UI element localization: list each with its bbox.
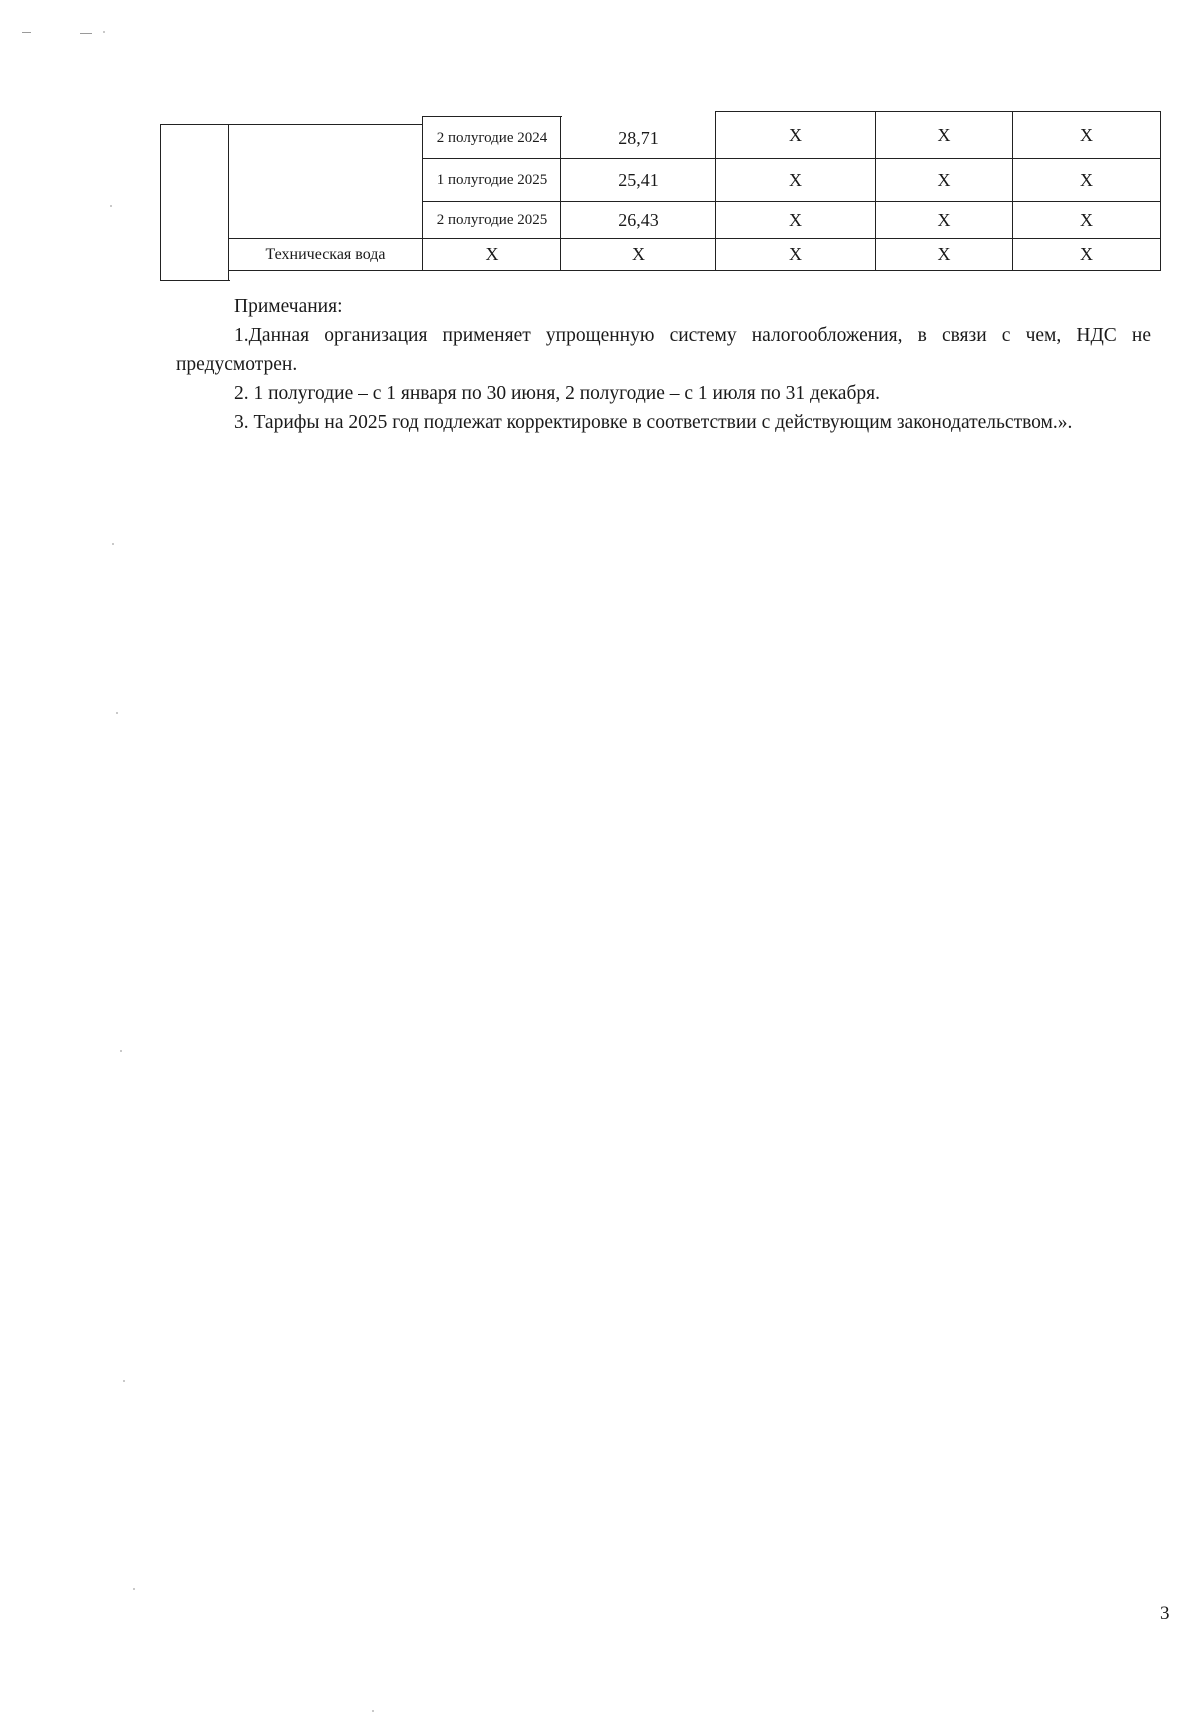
tariff-value: 28,71: [618, 127, 659, 148]
tariff-value: 26,43: [618, 209, 659, 230]
scan-speck: [123, 1380, 125, 1382]
x-cell: X: [789, 124, 802, 145]
scan-mark: [22, 32, 31, 33]
note-item: 3. Тарифы на 2025 год подлежат корректировке в соответствии с действующим законодательством.».: [234, 412, 1073, 433]
note-item: 2. 1 полугодие – с 1 января по 30 июня, 2 полугодие – с 1 июля по 31 декабря.: [234, 383, 880, 404]
scan-speck: [103, 31, 105, 33]
notes-heading: Примечания:: [234, 296, 343, 317]
tariff-value: 25,41: [618, 169, 659, 190]
x-cell: X: [937, 244, 951, 264]
x-cell: X: [632, 244, 645, 264]
scan-speck: [120, 1050, 122, 1052]
notes-section: [176, 292, 1151, 437]
x-cell: X: [1080, 244, 1093, 264]
x-cell: X: [1080, 209, 1093, 230]
tech-water-label: Техническая вода: [265, 245, 386, 263]
scan-speck: [112, 543, 114, 545]
x-cell: X: [485, 244, 499, 264]
x-cell: X: [1080, 124, 1093, 145]
x-cell: X: [789, 244, 802, 264]
scan-speck: [110, 205, 112, 207]
tariff-table: [160, 100, 1160, 282]
x-cell: X: [789, 169, 802, 190]
x-cell: X: [1080, 169, 1093, 190]
x-cell: X: [937, 169, 951, 190]
scan-mark: [80, 33, 92, 34]
period-cell: 2 полугодие 2024: [436, 129, 548, 146]
period-cell: 2 полугодие 2025: [436, 211, 548, 228]
scan-speck: [116, 712, 118, 714]
x-cell: X: [937, 209, 951, 230]
x-cell: X: [789, 209, 802, 230]
period-cell: 1 полугодие 2025: [436, 171, 548, 188]
x-cell: X: [937, 124, 951, 145]
page-number: 3: [1160, 1603, 1170, 1624]
note-item: 1.Данная организация применяет упрощенную систему налогообложения, в связи с чем, НДС не предусмотрен.: [176, 325, 1151, 375]
scan-speck: [133, 1588, 135, 1590]
